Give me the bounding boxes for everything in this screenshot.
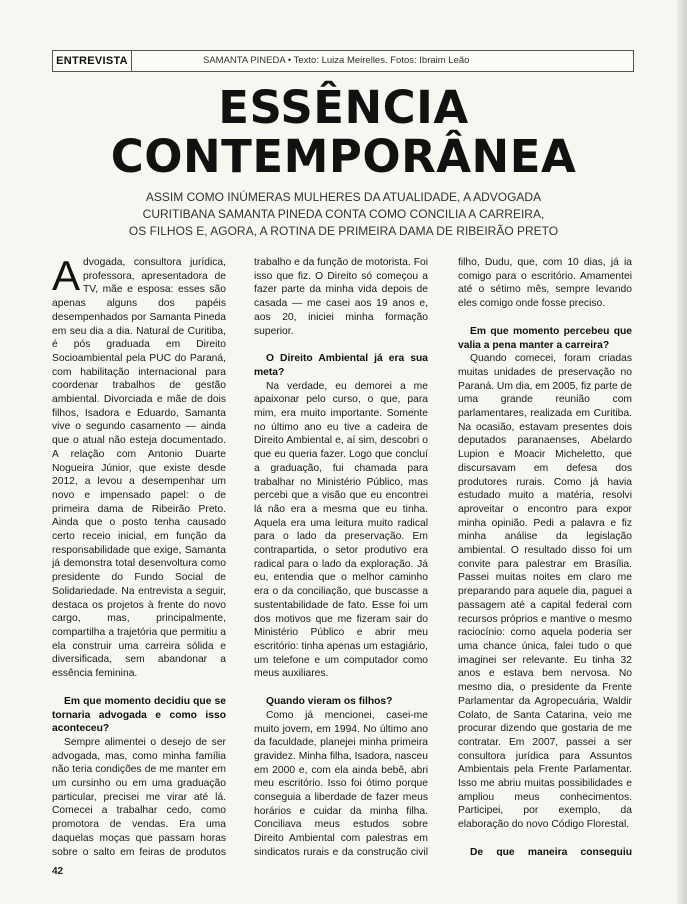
question-2: O Direito Ambiental já era sua meta? <box>254 353 428 378</box>
answer-1-continued: trabalho e da função de motorista. Foi isso que fiz. O Direito só começou a fazer parte da minha vida depois de casada — me casei aos 19 anos e, aos 20, iniciei minha formação superior. <box>254 257 428 337</box>
question-5: De que maneira conseguiu <box>470 846 632 856</box>
deck-line-3: OS FILHOS E, AGORA, A ROTINA DE PRIMEIRA DAMA DE RIBEIRÃO PRETO <box>128 224 559 238</box>
question-4: Em que momento percebeu que valia a pena manter a carreira? <box>458 325 632 351</box>
article-column-3 <box>458 256 632 856</box>
section-tag: ENTREVISTA <box>53 51 132 71</box>
headline-line-2: CONTEMPORÂNEA <box>110 130 577 183</box>
question-1: Em que momento decidiu que se tornaria advogada e como isso aconteceu? <box>52 695 226 735</box>
intro-paragraph <box>52 256 226 681</box>
article-column-2 <box>254 256 428 856</box>
drop-cap: A <box>52 256 81 299</box>
page-number: 42 <box>52 866 64 877</box>
header-bar <box>52 50 634 72</box>
deck-line-1: ASSIM COMO INÚMERAS MULHERES DA ATUALIDADE, A ADVOGADA <box>145 190 542 204</box>
answer-3: Como já mencionei, casei-me muito jovem, em 1994. No último ano da faculdade, planejei minha primeira gravidez. Minha filha, Isadora, nasceu em 2000 e, com ela ainda bebê, abri meu escritório. Isso foi ótimo porque conseguia a liberdade de fazer meus horários e cuidar da minha filha. Conciliava meus estudos sobre Direito Ambiental com palestras em sindicatos rurais e da construção civil <box>254 709 428 856</box>
answer-2: Na verdade, eu demorei a me apaixonar pelo curso, o que, para mim, era muito importante. Somente no último ano eu tive a cadeira de Direito Ambiental e, aí sim, descobri o que eu queria fazer. Logo que concluí a graduação, fui chamada para trabalhar no Ministério Público, mas percebi que a visão que eu encontrei lá não era a mesma que eu tinha. Aquela era uma leitura muito radical para o lado da preservação. Em contrapartida, o setor produtivo era radical para o lado da exploração. Já eu, entendia que o melhor caminho era o da conciliação, que buscasse a sustentabilidade de fato. Esse foi um dos motivos que me fizeram sair do Ministério Público e abrir meu escritório: tinha apenas um estagiário, um telefone e um computador como meus auxiliares. <box>254 380 428 680</box>
article-column-1 <box>52 256 226 856</box>
answer-1: Sempre alimentei o desejo de ser advogada, mas, como minha família não teria condições de me manter em um cursinho ou em uma graduação particular, precisei me virar até lá. Comecei a trabalhar cedo, como promotora de vendas. Era uma daquelas moças que passam horas sobre o salto em feiras de produtos <box>52 736 226 856</box>
question-3: Quando vieram os filhos? <box>266 696 393 708</box>
answer-4: Quando comecei, foram criadas muitas unidades de preservação no Paraná. Um dia, em 2005, fiz parte de uma grande reunião com parlamentares, realizada em Curitiba. Na ocasião, estavam presentes dois deputados paranaenses, Abelardo Lupion e Moacir Micheletto, que discursavam em defesa dos produtores rurais. Como já havia estudado muito a matéria, resolvi aproveitar o encontro para expor minha opinião. Pedi a palavra e fiz minha análise da legislação ambiental. O resultado disso foi um convite para palestrar em Brasília. Passei muitas noites em claro me preparando para aquele dia, paguei a passagem até a capital federal com recursos próprios e mantive o mesmo raciocínio: como aquela poderia ser uma chance única, falei tudo o que imaginei ser relevante. Eu tinha 32 anos e estava bem nervosa. No mesmo dia, o presidente da Frente Parlamentar da Agropecuária, Waldir Colato, de Santa Catarina, veio me procurar dizendo que gostaria de me contratar. Em 2007, passei a ser consultora jurídica para Assuntos Ambientais pela Frente Parlamentar. Isso me abriu muitas possibilidades e ampliou meus conhecimentos. Participei, por exemplo, da elaboração do novo Código Florestal. <box>458 353 632 831</box>
intro-text: dvogada, consultora jurídica, professora, apresentadora de TV, mãe e esposa: esses são apenas alguns dos papéis desempenhados por Samanta Pineda em seu dia a dia. Natural de Curitiba, é pós graduada em Direito Socioambiental pela PUC do Paraná, com habilitação internacional para coordenar trabalhos de gestão ambiental. Divorciada e mãe de dois filhos, Isadora e Eduardo, Samanta vive o segundo casamento — ainda que o atual não esteja documentado. A relação com Antonio Duarte Nogueira Júnior, que existe desde 2012, a levou a desempenhar um novo e impensado papel: o de primeira dama de Ribeirão Preto. Ainda que o posto tenha causado certo receio inicial, em função da responsabilidade que exige, Samanta já demonstra total desenvoltura como presidente do Fundo Social de Solidariedade. Na entrevista a seguir, destaca os projetos à frente do novo cargo, mas, principalmente, compartilha a trajetória que permitiu a ela construir uma carreira sólida e diversificada, sem abandonar a essência feminina. <box>52 257 226 680</box>
deck-line-2: CURITIBANA SAMANTA PINEDA CONTA COMO CONCILIA A CARREIRA, <box>142 207 545 221</box>
answer-3-continued: filho, Dudu, que, com 10 dias, já ia comigo para o escritório. Amamentei até o sétimo mês, sempre levando eles comigo onde fosse preciso. <box>458 257 632 310</box>
headline-line-1: ESSÊNCIA <box>218 81 469 134</box>
byline: SAMANTA PINEDA • Texto: Luiza Meirelles. Fotos: Ibraim Leão <box>203 55 470 66</box>
